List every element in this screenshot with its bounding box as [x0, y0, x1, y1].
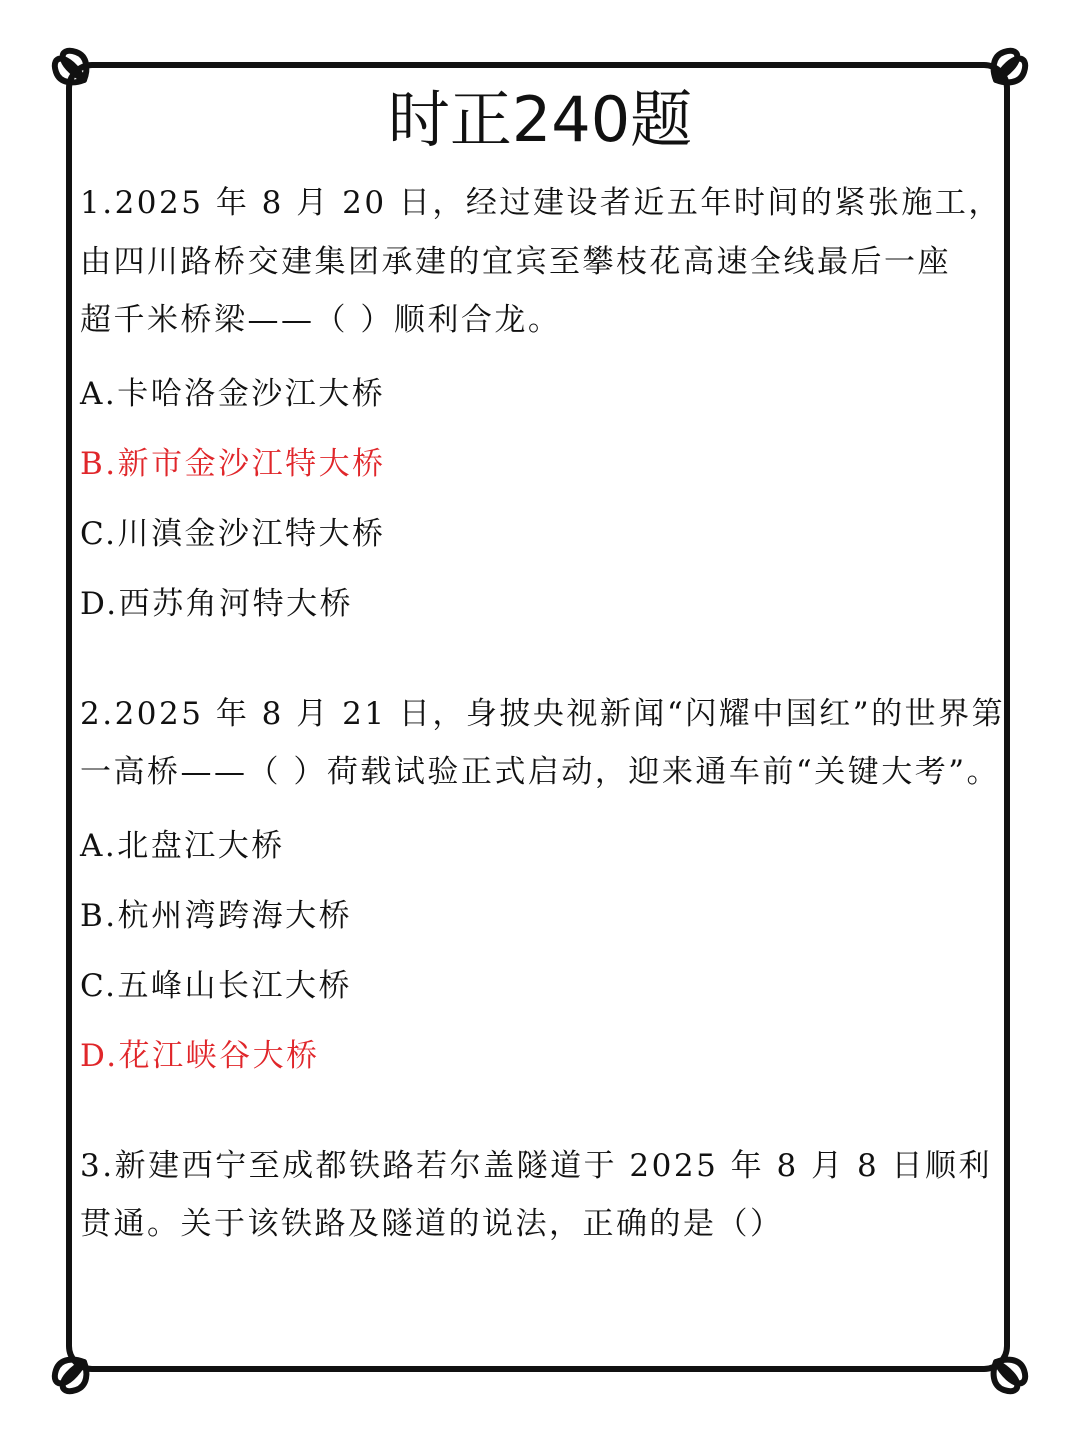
question-2: [80, 685, 1010, 1091]
corner-ornament-bottom-right: [962, 1328, 1032, 1398]
question-1: [80, 174, 1010, 639]
question-list: [80, 174, 1010, 1263]
question-1-option-b-answer: B.新市金沙江特大桥: [80, 445, 386, 482]
question-spacer: [80, 639, 1010, 685]
corner-ornament-bottom-left: [48, 1328, 118, 1398]
question-2-option-b: B.杭州湾跨海大桥: [80, 897, 353, 934]
question-spacer: [80, 1091, 1010, 1137]
question-1-option-c: C.川滇金沙江特大桥: [80, 515, 386, 552]
question-2-option-a: A.北盘江大桥: [80, 827, 285, 864]
page-title: 时正240题: [387, 83, 693, 156]
question-3: [80, 1137, 1010, 1254]
question-1-option-a: A.卡哈洛金沙江大桥: [80, 375, 386, 412]
question-1-option-d: D.西苏角河特大桥: [80, 585, 354, 622]
question-1-stem: 1.2025 年 8 月 20 日，经过建设者近五年时间的紧张施工， 由四川路桥交建集团承建的宜宾至攀枝花高速全线最后一座 超千米桥梁——（ ）顺利合龙。: [80, 185, 1002, 338]
question-2-stem: 2.2025 年 8 月 21 日，身披央视新闻“闪耀中国红”的世界第 一高桥——（ ）荷载试验正式启动，迎来通车前“关键大考”。: [80, 695, 1006, 790]
question-2-option-c: C.五峰山长江大桥: [80, 967, 352, 1004]
question-3-stem: 3.新建西宁至成都铁路若尔盖隧道于 2025 年 8 月 8 日顺利 贯通。关于该铁路及隧道的说法，正确的是（）: [80, 1147, 993, 1242]
question-2-option-d-answer: D.花江峡谷大桥: [80, 1037, 320, 1074]
